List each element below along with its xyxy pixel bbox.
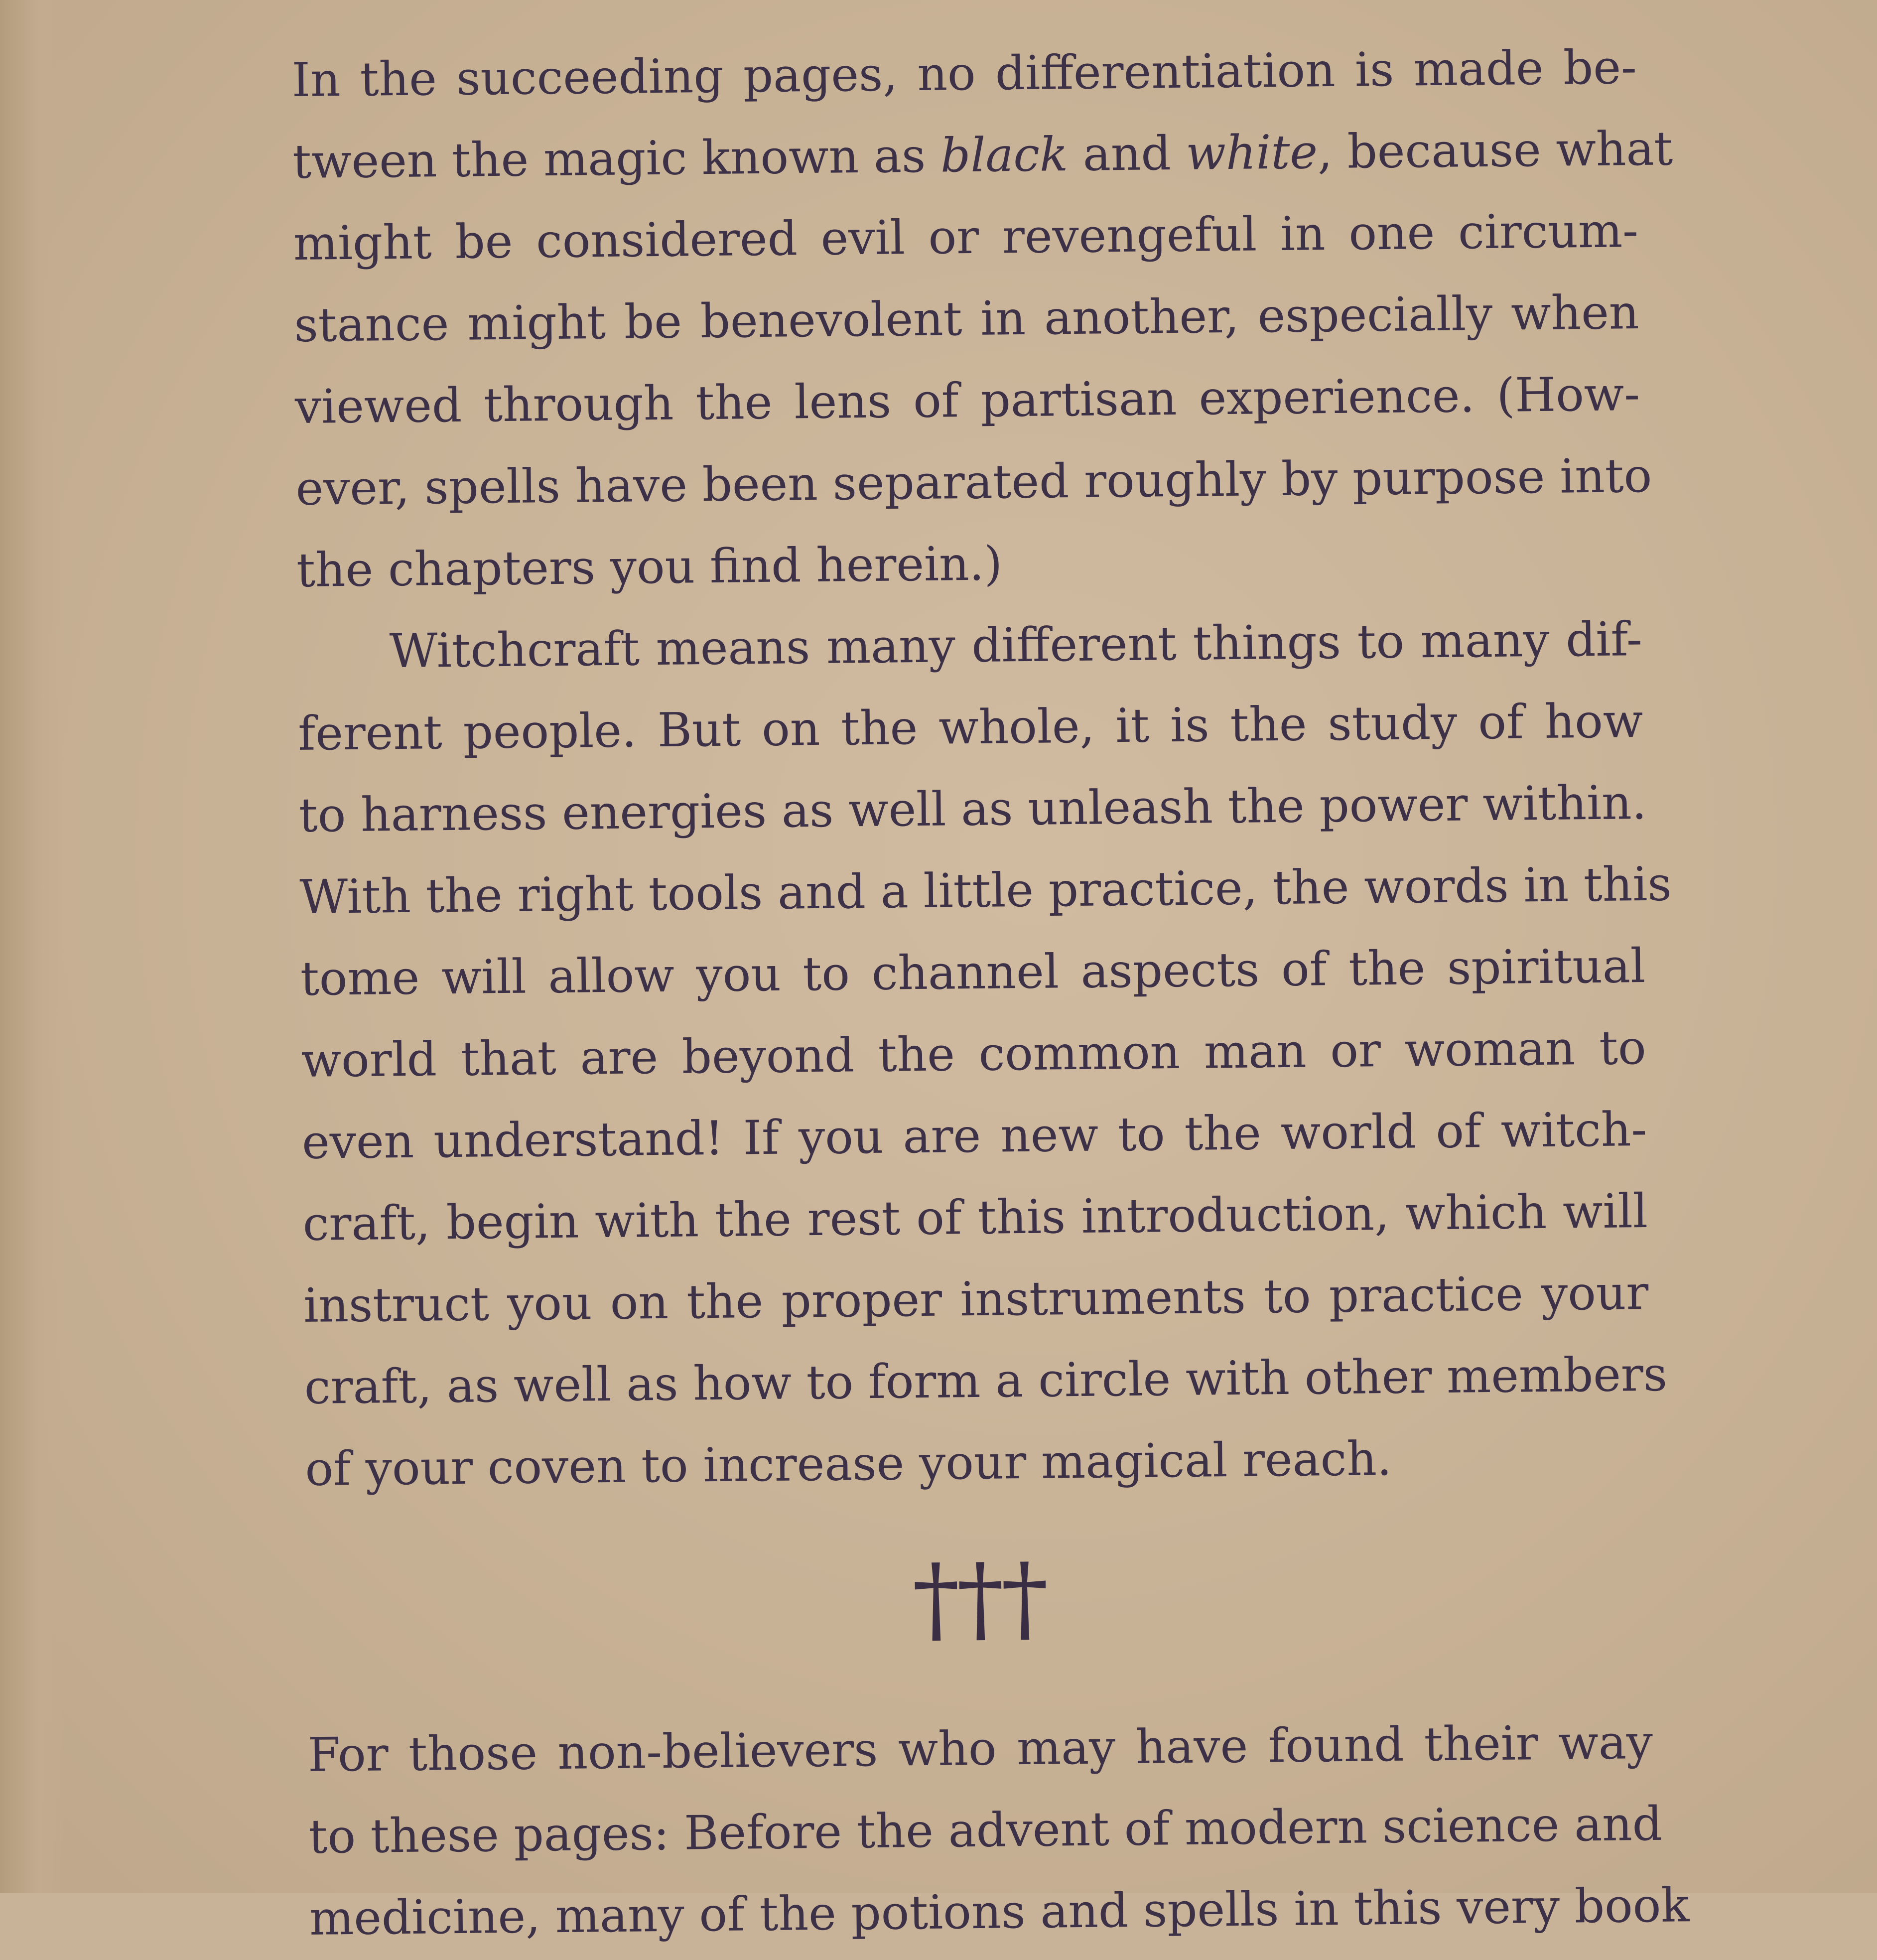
paragraph-1-line-1: In the succeeding pages, no differentiation is made be- <box>291 40 1637 108</box>
section-divider-daggers-icon: ††† <box>912 1542 1046 1655</box>
italic-word-black: black <box>940 128 1069 183</box>
line-2-text-e: , because what <box>1317 122 1673 180</box>
paragraph-3-line-2: to these pages: Before the advent of modern science and <box>308 1797 1663 1864</box>
line-2-text-c: and <box>1068 126 1187 182</box>
paragraph-2 <box>297 599 1672 1511</box>
paragraph-2-line-4: With the right tools and a little practice, the words in this <box>299 857 1672 925</box>
paragraph-3-line-3: medicine, many of the potions and spells in this very book <box>309 1878 1690 1946</box>
paragraph-2-line-6: world that are beyond the common man or woman to <box>301 1020 1647 1088</box>
paragraph-1-line-6: ever, spells have been separated roughly by purpose into <box>295 448 1652 516</box>
body-text <box>291 27 1690 1960</box>
paragraph-2-line-9: instruct you on the proper instruments to practice your <box>303 1265 1649 1333</box>
paragraph-1 <box>291 27 1673 612</box>
page-gutter-shadow <box>0 0 65 1893</box>
paragraph-2-line-11: of your coven to increase your magical reach. <box>305 1431 1392 1497</box>
paragraph-2-line-3: to harness energies as well as unleash the power within. <box>298 775 1647 843</box>
line-2-text-a: tween the magic known as <box>292 129 941 189</box>
paragraph-1-line-3: might be considered evil or revengeful in one circum- <box>293 204 1639 271</box>
paragraph-2-line-7: even understand! If you are new to the world of witch- <box>301 1102 1647 1170</box>
paragraph-3 <box>307 1702 1690 1960</box>
paragraph-2-line-2: ferent people. But on the whole, it is the study of how <box>297 694 1643 761</box>
paragraph-2-line-5: tome will allow you to channel aspects of the spiritual <box>300 939 1646 1006</box>
paragraph-2-line-10: craft, as well as how to form a circle with other members <box>304 1347 1668 1415</box>
paragraph-1-line-4: stance might be benevolent in another, especially when <box>293 285 1639 353</box>
paragraph-3-line-1: For those non-believers who may have found their way <box>307 1715 1653 1783</box>
paragraph-1-line-7: the chapters you find herein.) <box>296 537 1003 598</box>
paragraph-2-line-8: craft, begin with the rest of this introduction, which will <box>302 1184 1648 1252</box>
paragraph-1-line-2 <box>292 109 1673 203</box>
italic-word-white: white <box>1185 125 1318 181</box>
paragraph-2-line-1: Witchcraft means many different things to many dif- <box>389 612 1643 679</box>
paragraph-1-line-5: viewed through the lens of partisan experience. (How- <box>294 367 1640 434</box>
